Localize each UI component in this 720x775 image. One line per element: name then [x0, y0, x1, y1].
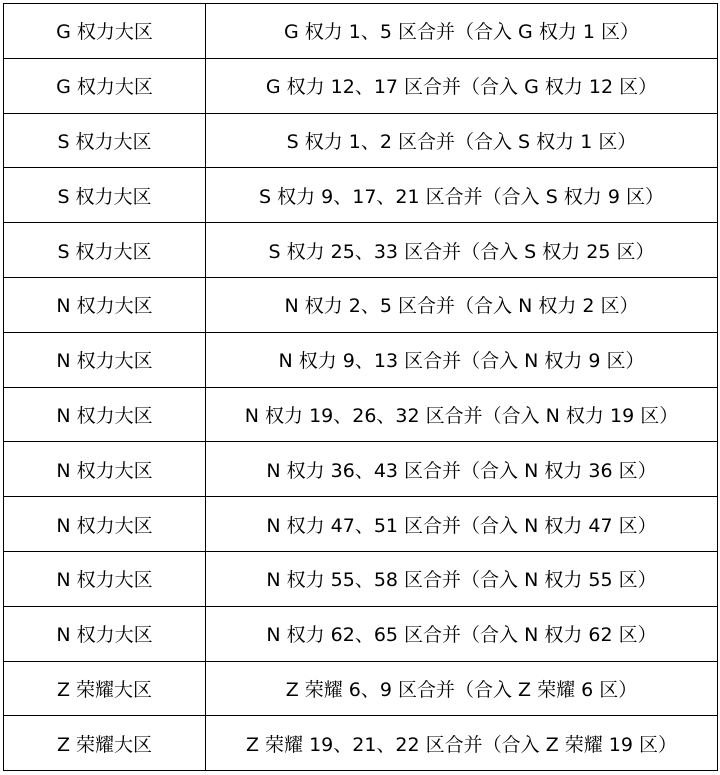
table-row	[4, 58, 718, 113]
table-row	[4, 387, 718, 442]
merge-detail-cell: S 权力 9、17、21 区合并（合入 S 权力 9 区）	[206, 168, 718, 223]
region-cell: G 权力大区	[4, 4, 206, 59]
region-cell: N 权力大区	[4, 497, 206, 552]
table-row	[4, 661, 718, 716]
table-row	[4, 442, 718, 497]
region-cell: G 权力大区	[4, 58, 206, 113]
table-row	[4, 223, 718, 278]
table-row	[4, 551, 718, 606]
region-cell: S 权力大区	[4, 113, 206, 168]
region-cell: Z 荣耀大区	[4, 661, 206, 716]
merge-detail-cell: N 权力 19、26、32 区合并（合入 N 权力 19 区）	[206, 387, 718, 442]
region-cell: N 权力大区	[4, 442, 206, 497]
merge-detail-cell: N 权力 47、51 区合并（合入 N 权力 47 区）	[206, 497, 718, 552]
table-row	[4, 4, 718, 59]
merge-detail-cell: N 权力 9、13 区合并（合入 N 权力 9 区）	[206, 332, 718, 387]
merge-detail-cell: G 权力 1、5 区合并（合入 G 权力 1 区）	[206, 4, 718, 59]
table-row	[4, 277, 718, 332]
table-row	[4, 606, 718, 661]
table-row	[4, 497, 718, 552]
table-row	[4, 168, 718, 223]
merge-detail-cell: Z 荣耀 6、9 区合并（合入 Z 荣耀 6 区）	[206, 661, 718, 716]
table-row	[4, 332, 718, 387]
merge-detail-cell: N 权力 62、65 区合并（合入 N 权力 62 区）	[206, 606, 718, 661]
merge-detail-cell: G 权力 12、17 区合并（合入 G 权力 12 区）	[206, 58, 718, 113]
table-row	[4, 113, 718, 168]
region-cell: N 权力大区	[4, 387, 206, 442]
table-row	[4, 716, 718, 771]
region-cell: N 权力大区	[4, 277, 206, 332]
region-cell: S 权力大区	[4, 223, 206, 278]
region-cell: Z 荣耀大区	[4, 716, 206, 771]
region-cell: N 权力大区	[4, 551, 206, 606]
merge-detail-cell: S 权力 1、2 区合并（合入 S 权力 1 区）	[206, 113, 718, 168]
server-merge-table-body	[4, 4, 718, 771]
region-cell: N 权力大区	[4, 606, 206, 661]
merge-detail-cell: Z 荣耀 19、21、22 区合并（合入 Z 荣耀 19 区）	[206, 716, 718, 771]
server-merge-table	[3, 3, 718, 771]
merge-detail-cell: N 权力 55、58 区合并（合入 N 权力 55 区）	[206, 551, 718, 606]
merge-detail-cell: S 权力 25、33 区合并（合入 S 权力 25 区）	[206, 223, 718, 278]
region-cell: S 权力大区	[4, 168, 206, 223]
region-cell: N 权力大区	[4, 332, 206, 387]
merge-detail-cell: N 权力 2、5 区合并（合入 N 权力 2 区）	[206, 277, 718, 332]
merge-detail-cell: N 权力 36、43 区合并（合入 N 权力 36 区）	[206, 442, 718, 497]
